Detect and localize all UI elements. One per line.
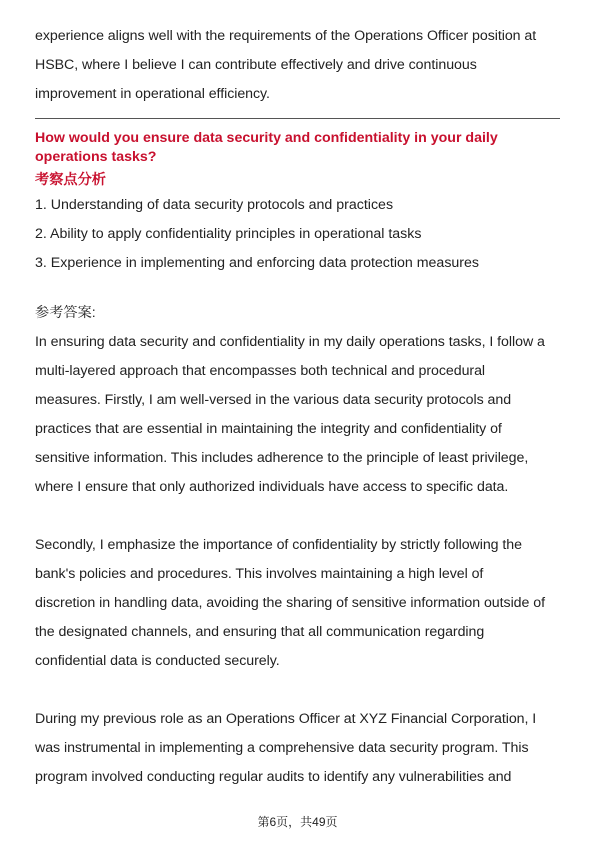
section-divider [35, 118, 560, 119]
list-item: 3. Experience in implementing and enforcing data protection measures [35, 255, 480, 271]
spacer [35, 676, 560, 705]
text-line: multi-layered approach that encompasses both technical and procedural [35, 363, 486, 379]
answer-paragraph [35, 328, 560, 502]
intro-paragraph [35, 22, 560, 109]
text-line: sensitive information. This includes adherence to the principle of least privilege, [35, 450, 529, 466]
text-line: the designated channels, and ensuring that all communication regarding [35, 624, 485, 640]
answer-heading: 参考答案: [35, 305, 96, 321]
text-line: During my previous role as an Operations Officer at XYZ Financial Corporation, I [35, 711, 537, 727]
analysis-heading: 考察点分析 [35, 172, 106, 188]
text-line: In ensuring data security and confidentiality in my daily operations tasks, I follow a [35, 334, 545, 350]
page-content [35, 22, 560, 792]
text-line: Secondly, I emphasize the importance of confidentiality by strictly following the [35, 537, 522, 553]
question-line: How would you ensure data security and confidentiality in your daily [35, 130, 498, 146]
text-line: was instrumental in implementing a comprehensive data security program. This [35, 740, 529, 756]
spacer [35, 502, 560, 531]
analysis-list [35, 191, 560, 278]
text-line: bank's policies and procedures. This involves maintaining a high level of [35, 566, 484, 582]
text-line: measures. Firstly, I am well-versed in the various data security protocols and [35, 392, 512, 408]
text-line: discretion in handling data, avoiding the sharing of sensitive information outside of [35, 595, 545, 611]
text-line: confidential data is conducted securely. [35, 653, 280, 669]
list-item: 1. Understanding of data security protocols and practices [35, 197, 394, 213]
spacer [35, 278, 560, 299]
answer-paragraph [35, 705, 560, 792]
answer-paragraph [35, 531, 560, 676]
text-line: HSBC, where I believe I can contribute effectively and drive continuous [35, 57, 477, 73]
list-item: 2. Ability to apply confidentiality principles in operational tasks [35, 226, 422, 242]
question-heading [35, 129, 560, 167]
text-line: program involved conducting regular audits to identify any vulnerabilities and [35, 769, 512, 785]
text-line: practices that are essential in maintaining the integrity and confidentiality of [35, 421, 502, 437]
page-number: 第6页，共49页 [257, 815, 338, 829]
text-line: where I ensure that only authorized individuals have access to specific data. [35, 479, 509, 495]
text-line: experience aligns well with the requirements of the Operations Officer position at [35, 28, 537, 44]
text-line: improvement in operational efficiency. [35, 86, 270, 102]
question-line: operations tasks? [35, 149, 157, 165]
